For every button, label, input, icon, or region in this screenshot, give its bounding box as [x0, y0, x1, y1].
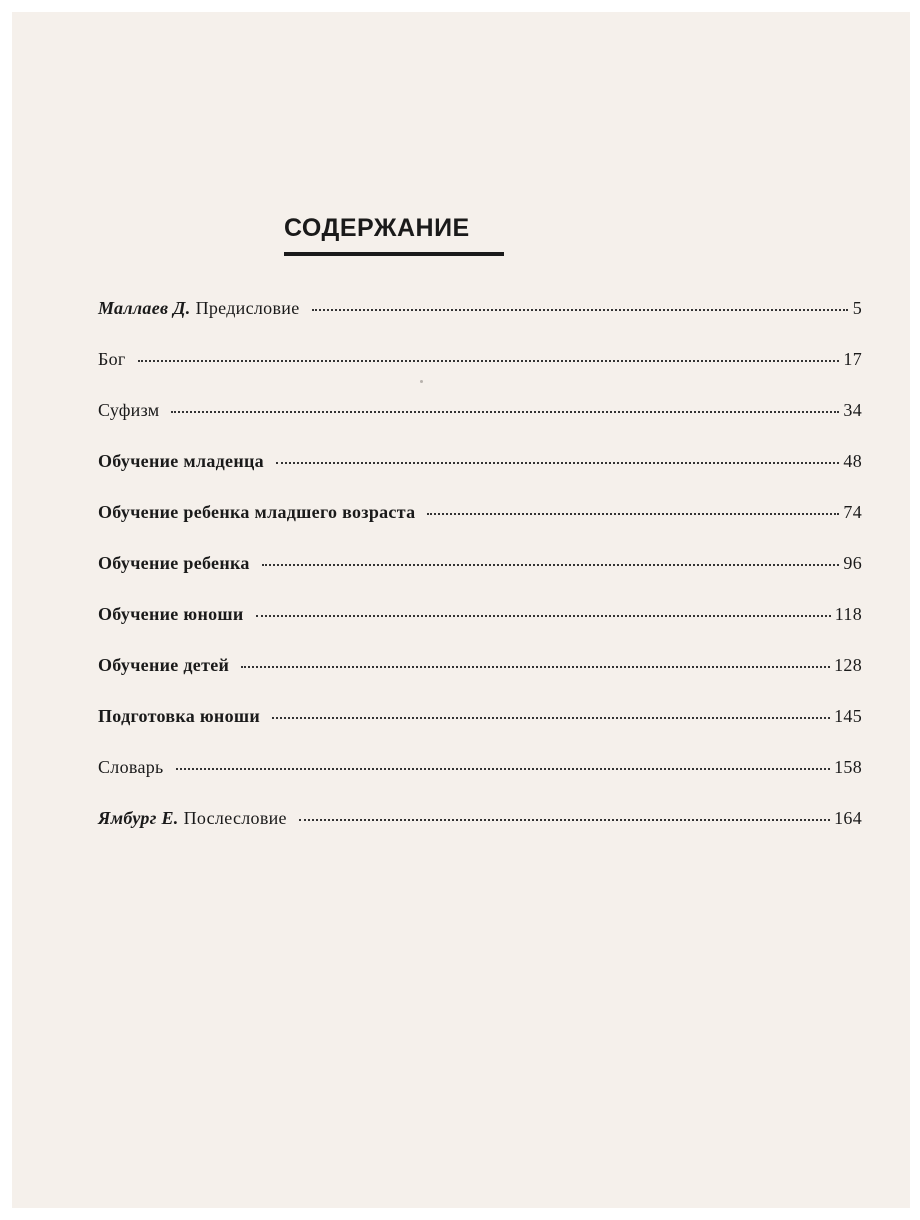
toc-entry-author: Маллаев Д.	[98, 298, 191, 318]
toc-entry-title: Подготовка юноши	[98, 706, 261, 726]
toc-entry-young-child	[98, 502, 862, 553]
toc-entry-children	[98, 655, 862, 706]
toc-entry-page: 145	[834, 706, 862, 726]
heading-underline	[284, 252, 504, 256]
toc-entry-page: 158	[834, 757, 862, 777]
toc-entry-infant	[98, 451, 862, 502]
toc-entry-page: 5	[852, 298, 862, 318]
toc-entry-title: Обучение ребенка младшего возраста	[98, 502, 416, 522]
dot-leader	[427, 513, 839, 515]
dot-leader	[256, 615, 831, 617]
table-of-contents	[98, 298, 862, 859]
toc-entry-title: Бог	[98, 349, 126, 369]
toc-entry-god	[98, 349, 862, 400]
toc-entry-youth-preparation	[98, 706, 862, 757]
toc-entry-author: Ямбург Е.	[98, 808, 179, 828]
toc-entry-afterword	[98, 808, 862, 859]
toc-entry-page: 74	[843, 502, 862, 522]
dot-leader	[276, 462, 839, 464]
dot-leader	[171, 411, 839, 413]
toc-entry-page: 164	[834, 808, 862, 828]
toc-entry-title: Обучение юноши	[98, 604, 244, 624]
toc-entry-page: 34	[843, 400, 862, 420]
toc-entry-page: 118	[834, 604, 862, 624]
dot-leader	[262, 564, 840, 566]
dot-leader	[241, 666, 830, 668]
toc-entry-page: 17	[843, 349, 862, 369]
toc-entry-title: Обучение детей	[98, 655, 230, 675]
toc-entry-page: 96	[843, 553, 862, 573]
toc-entry-title: Суфизм	[98, 400, 160, 420]
book-page	[12, 12, 910, 1208]
dot-leader	[312, 309, 849, 311]
toc-entry-title: Предисловие	[195, 298, 300, 318]
toc-entry-child	[98, 553, 862, 604]
dot-leader	[176, 768, 831, 770]
dot-leader	[299, 819, 830, 821]
toc-entry-sufism	[98, 400, 862, 451]
toc-entry-title: Обучение ребенка	[98, 553, 250, 573]
toc-entry-title: Словарь	[98, 757, 164, 777]
dot-leader	[272, 717, 830, 719]
toc-entry-page: 128	[834, 655, 862, 675]
toc-entry-title: Обучение младенца	[98, 451, 264, 471]
toc-entry-glossary	[98, 757, 862, 808]
toc-entry-title: Послесловие	[183, 808, 287, 828]
dot-leader	[138, 360, 840, 362]
contents-heading: СОДЕРЖАНИЕ	[284, 214, 470, 242]
toc-entry-youth	[98, 604, 862, 655]
toc-entry-page: 48	[843, 451, 862, 471]
toc-entry-preface	[98, 298, 862, 349]
